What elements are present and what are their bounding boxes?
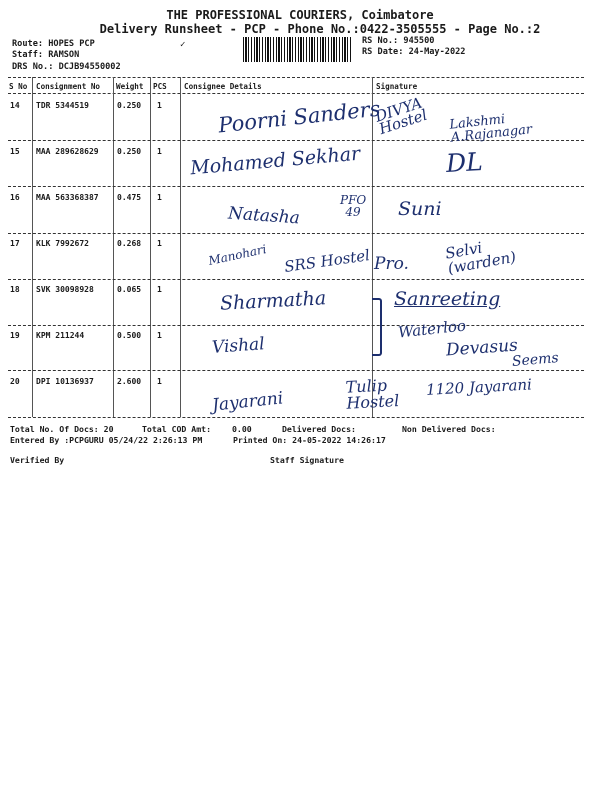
handwritten-signature: Waterloo <box>397 316 467 342</box>
row-pcs: 1 <box>157 239 162 248</box>
total-docs: Total No. Of Docs: 20 <box>10 424 114 434</box>
entered-by: Entered By :PCPGURU 05/24/22 2:26:13 PM <box>10 435 203 445</box>
row-consignment: KPM 211244 <box>36 331 85 340</box>
row-pcs: 1 <box>157 331 162 340</box>
staff-label: Staff: RAMSON <box>12 50 80 60</box>
col-pcs: PCS <box>153 82 167 91</box>
handwritten-consignee: SRS Hostel <box>283 246 371 276</box>
row-consignment: MAA 563368387 <box>36 193 99 202</box>
row-sno: 17 <box>10 239 20 248</box>
row-sno: 19 <box>10 331 20 340</box>
total-cod-value: 0.00 <box>232 424 252 434</box>
row-pcs: 1 <box>157 377 162 386</box>
verified-by: Verified By <box>10 455 65 465</box>
handwritten-consignee: Manohari <box>207 242 268 268</box>
handwritten-po: PFO 49 <box>340 193 367 219</box>
delivered-docs: Delivered Docs: <box>282 424 356 434</box>
row-weight: 0.475 <box>117 193 142 202</box>
row-weight: 0.500 <box>117 331 142 340</box>
handwritten-signature: DL <box>445 147 484 178</box>
stray-mark: ✓ <box>180 40 186 50</box>
row-rule <box>8 233 584 234</box>
drs-number: DRS No.: DCJB94550002 <box>12 62 121 72</box>
row-sno: 16 <box>10 193 20 202</box>
row-consignment: DPI 10136937 <box>36 377 94 386</box>
row-consignment: SVK 30098928 <box>36 285 94 294</box>
handwritten-signature: Pro. <box>374 254 409 274</box>
row-weight: 0.268 <box>117 239 142 248</box>
row-pcs: 1 <box>157 193 162 202</box>
handwritten-signature: DIVYA Hostel <box>372 93 430 139</box>
col-divider <box>32 77 33 417</box>
handwritten-consignee: Mohamed Sekhar <box>189 142 361 180</box>
row-sno: 14 <box>10 101 20 110</box>
row-consignment: KLK 7992672 <box>36 239 89 248</box>
row-sno: 15 <box>10 147 20 156</box>
company-title: THE PROFESSIONAL COURIERS, Coimbatore <box>166 8 434 22</box>
handwritten-signature: Selvi (warden) <box>443 238 518 278</box>
row-rule <box>8 279 584 280</box>
total-cod-label: Total COD Amt: <box>142 424 212 434</box>
row-rule <box>8 186 584 187</box>
row-sno: 18 <box>10 285 20 294</box>
handwritten-consignee: Jayarani <box>211 388 285 416</box>
row-consignment: TDR 5344519 <box>36 101 89 110</box>
col-weight: Weight <box>116 82 144 91</box>
row-weight: 0.250 <box>117 147 142 156</box>
row-weight: 0.065 <box>117 285 142 294</box>
rs-date: RS Date: 24-May-2022 <box>362 47 466 57</box>
barcode <box>243 37 353 62</box>
header-rule <box>8 93 584 94</box>
handwritten-signature: Suni <box>398 198 442 220</box>
row-pcs: 1 <box>157 285 162 294</box>
row-sno: 20 <box>10 377 20 386</box>
handwritten-signature: Tulip Hostel <box>345 375 400 413</box>
handwritten-signature: Lakshmi A.Rajanagar <box>448 111 533 146</box>
col-sno: S No <box>9 82 28 91</box>
runsheet-subtitle: Delivery Runsheet - PCP - Phone No.:0422-3505555 - Page No.:2 <box>99 22 541 36</box>
row-pcs: 1 <box>157 101 162 110</box>
col-consignee: Consignee Details <box>184 82 262 91</box>
route-label: Route: HOPES PCP <box>12 39 95 49</box>
handwritten-consignee: Sharmatha <box>219 287 327 315</box>
col-signature: Signature <box>376 82 418 91</box>
non-delivered-docs: Non Delivered Docs: <box>402 424 496 434</box>
col-divider <box>180 77 181 417</box>
col-divider <box>150 77 151 417</box>
handwritten-signature: Seems <box>511 349 560 371</box>
row-rule <box>8 370 584 371</box>
row-weight: 2.600 <box>117 377 142 386</box>
table-bottom-rule <box>8 417 584 418</box>
bracket-mark <box>372 298 382 356</box>
handwritten-signature: Devasus <box>445 335 519 361</box>
handwritten-signature: Sanreeting <box>394 288 501 310</box>
col-divider <box>372 77 373 417</box>
row-consignment: MAA 289628629 <box>36 147 99 156</box>
row-pcs: 1 <box>157 147 162 156</box>
handwritten-consignee: Poorni Sanders <box>217 96 382 138</box>
col-consignment: Consignment No <box>36 82 101 91</box>
handwritten-consignee: Vishal <box>211 334 266 358</box>
table-top-rule <box>8 77 584 78</box>
printed-on: Printed On: 24-05-2022 14:26:17 <box>233 435 386 445</box>
rs-number: RS No.: 945500 <box>362 36 435 46</box>
row-rule <box>8 325 584 326</box>
col-divider <box>113 77 114 417</box>
staff-signature: Staff Signature <box>270 455 344 465</box>
row-weight: 0.250 <box>117 101 142 110</box>
handwritten-signature: 1120 Jayarani <box>425 375 533 399</box>
handwritten-consignee: Natasha <box>227 203 301 229</box>
